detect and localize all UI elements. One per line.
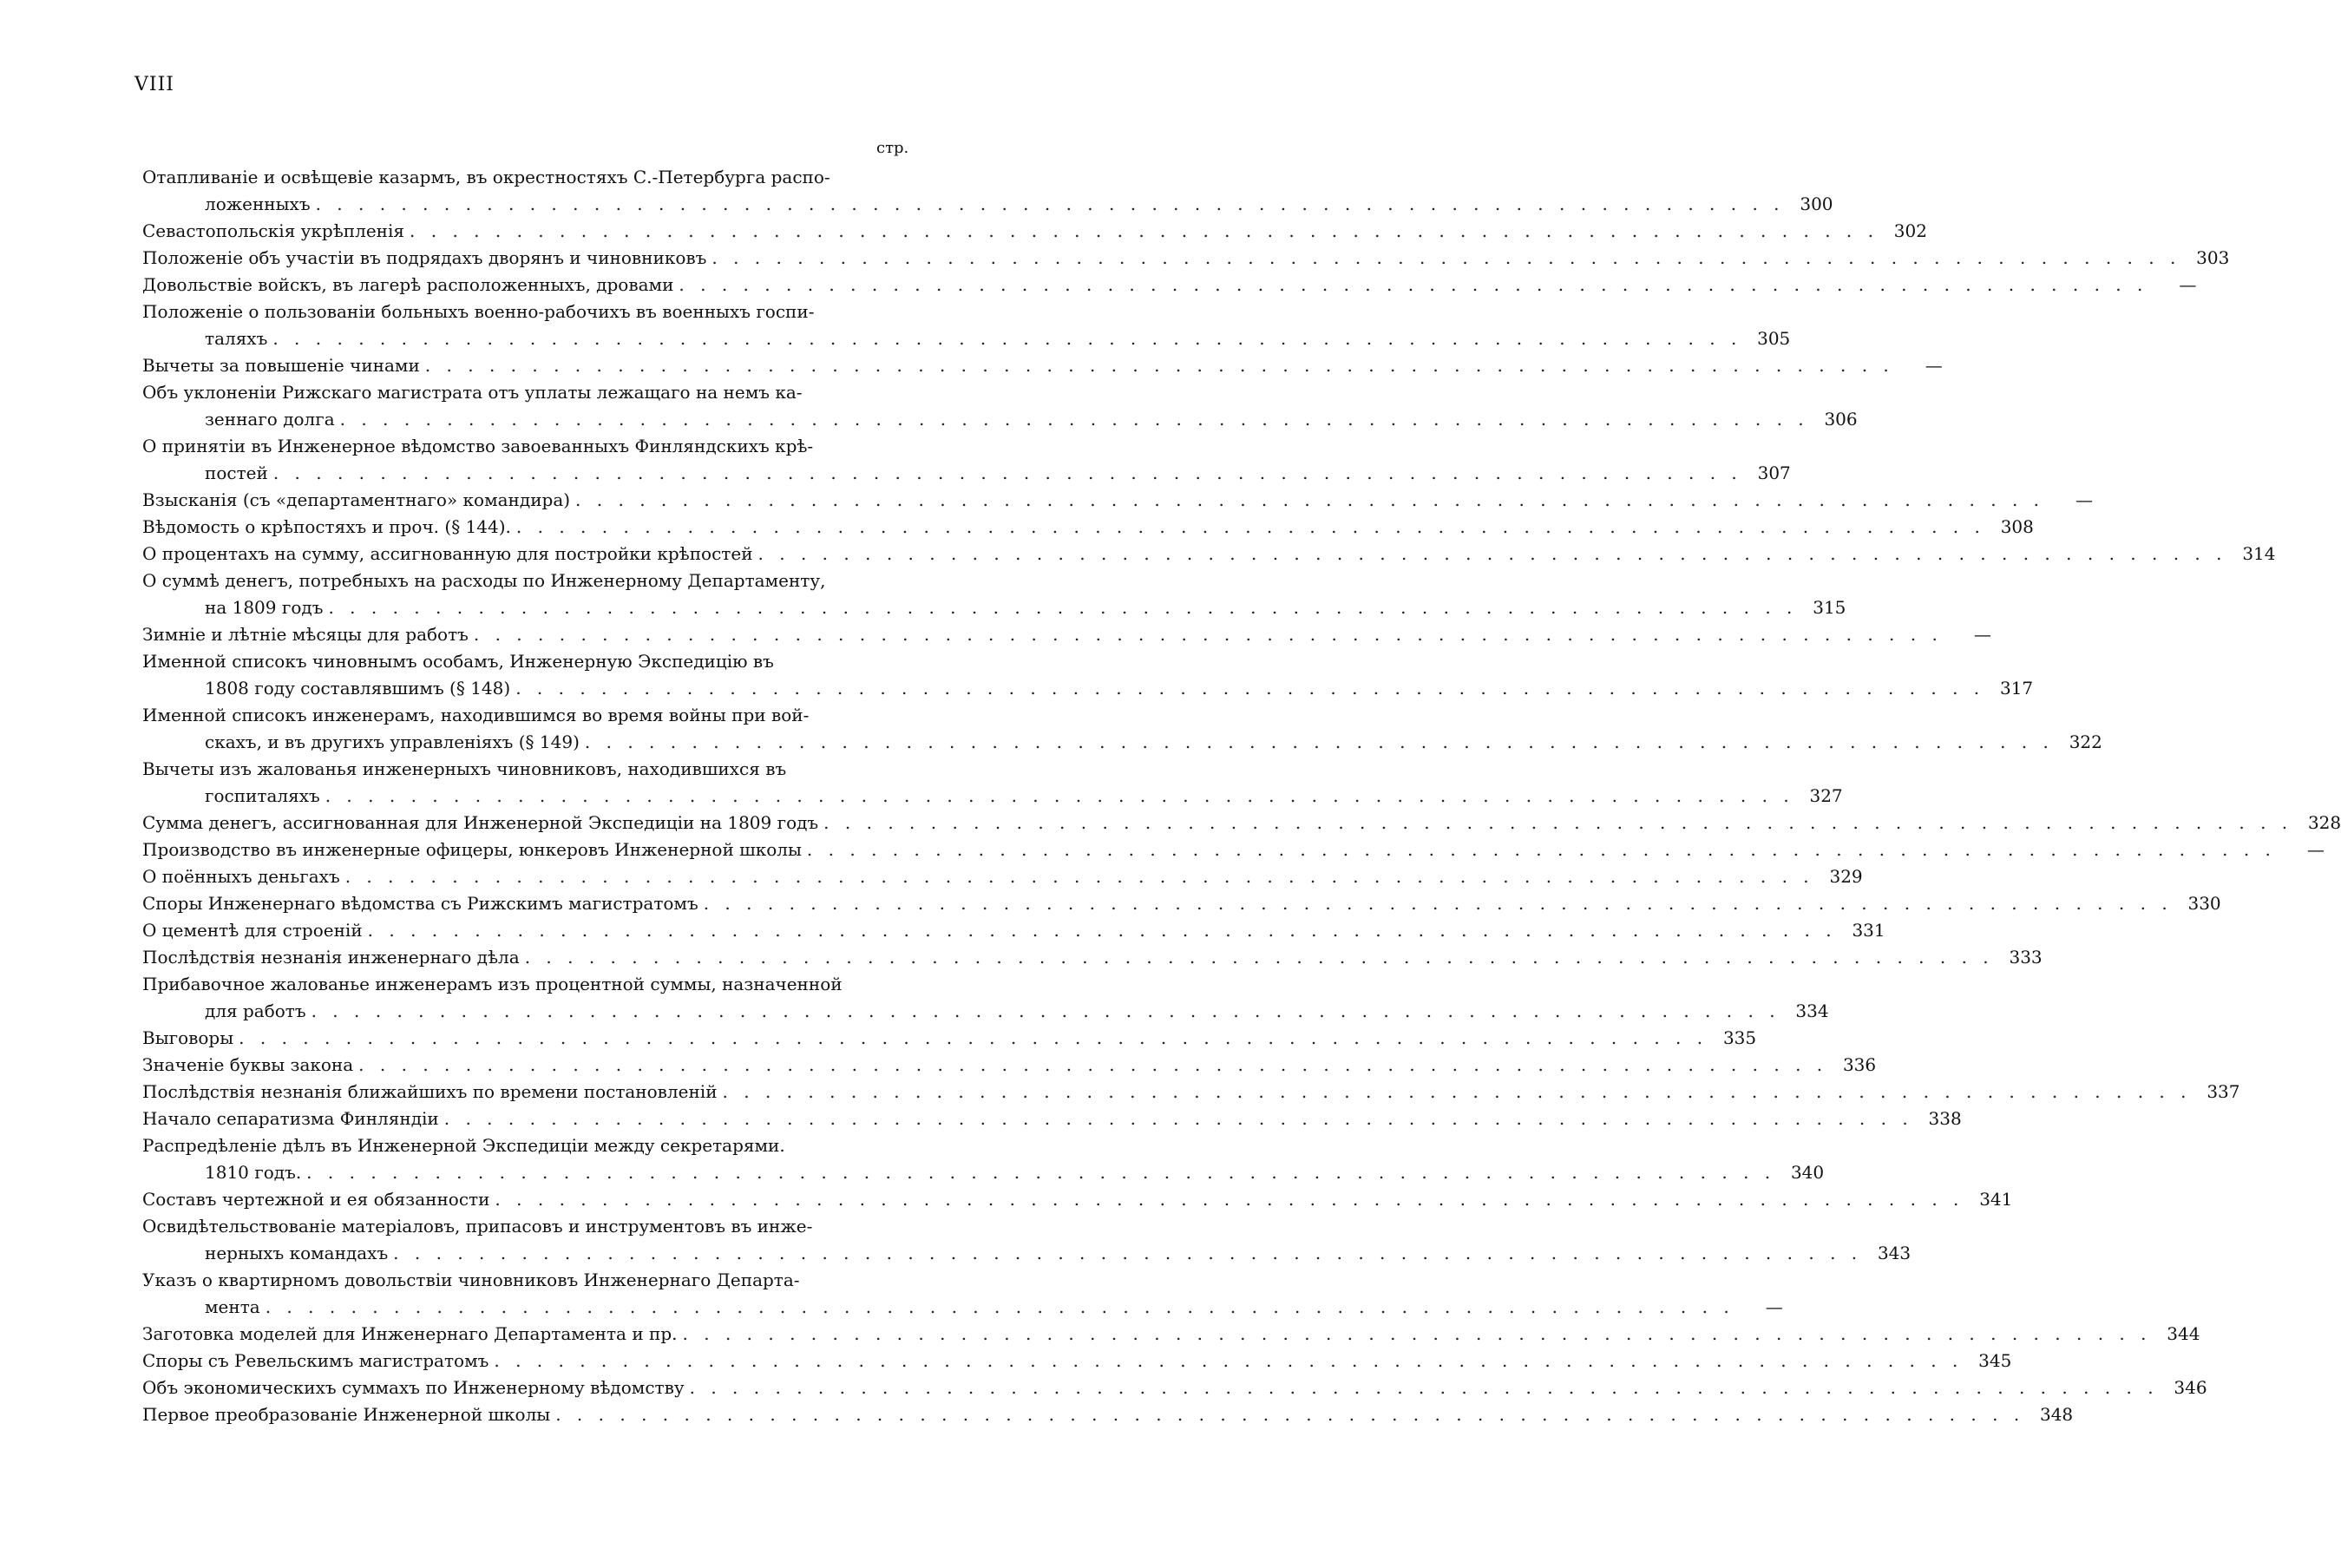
toc-page-number: 344 bbox=[2167, 1323, 2200, 1344]
toc-entry-line bbox=[142, 325, 1791, 352]
toc-page-number: 302 bbox=[1893, 220, 1927, 241]
toc-entry-line bbox=[142, 729, 2102, 756]
toc-entry-title: Взысканія (съ «департаментнаго» командира) bbox=[142, 489, 571, 510]
dot-leader bbox=[723, 1079, 2192, 1105]
dot-leader bbox=[704, 890, 2173, 917]
dot-leader bbox=[585, 729, 2054, 756]
dot-leader bbox=[679, 272, 2148, 299]
toc-entry-line bbox=[142, 460, 1791, 487]
dot-leader bbox=[340, 406, 1809, 433]
toc-page-number: — bbox=[1765, 1296, 1783, 1317]
toc-entry-line bbox=[142, 810, 2341, 836]
toc-entry-title: Сумма денегъ, ассигнованная для Инженерной Экспедиціи на 1809 годъ bbox=[142, 812, 819, 833]
toc-entry-title: таляхъ bbox=[205, 328, 268, 349]
toc-entry-title: Зимніе и лѣтніе мѣсяцы для работъ bbox=[142, 624, 469, 645]
toc-entry-line bbox=[142, 1079, 2240, 1105]
toc-entry-line bbox=[142, 433, 923, 460]
toc-entry-line bbox=[142, 487, 2094, 514]
toc-entry-title: Производство въ инженерные офицеры, юнкеровъ Инженерной школы bbox=[142, 839, 802, 860]
toc-page-number: 303 bbox=[2196, 247, 2230, 268]
toc-entry bbox=[142, 971, 1829, 1025]
toc-entry-line bbox=[142, 675, 2034, 702]
dot-leader bbox=[266, 1294, 1734, 1321]
toc-entry-title: Севастопольскія укрѣпленія bbox=[142, 220, 405, 241]
dot-leader bbox=[807, 836, 2276, 863]
toc-entry bbox=[142, 917, 1885, 944]
toc-entry-line bbox=[142, 944, 2043, 971]
toc-page-number: 345 bbox=[1978, 1350, 2012, 1371]
toc-entry-line bbox=[142, 1186, 2013, 1213]
toc-entry-title: Вычеты за повышеніе чинами bbox=[142, 355, 420, 376]
dot-leader bbox=[273, 460, 1742, 487]
toc-entry-title: зеннаго долга bbox=[205, 409, 335, 430]
toc-entry bbox=[142, 514, 2034, 541]
toc-page-number: 314 bbox=[2242, 543, 2276, 564]
dot-leader bbox=[474, 621, 1943, 648]
toc-entry-line bbox=[142, 1267, 923, 1294]
toc-entry bbox=[142, 487, 2094, 514]
dot-leader bbox=[690, 1374, 2159, 1401]
toc-entry-title: на 1809 годъ bbox=[205, 597, 324, 618]
toc-entry-line bbox=[142, 1240, 1911, 1267]
toc-entry-title: Довольствіе войскъ, въ лагерѣ расположенныхъ, дровами bbox=[142, 274, 674, 295]
toc-page-number: 340 bbox=[1790, 1162, 1825, 1183]
toc-entry bbox=[142, 1105, 1962, 1132]
toc-entry-line bbox=[142, 1213, 923, 1240]
toc-entry-title: Начало сепаратизма Финляндіи bbox=[142, 1108, 439, 1129]
dot-leader bbox=[328, 594, 1797, 621]
toc-page-number: 331 bbox=[1852, 920, 1885, 941]
toc-entry-title: для работъ bbox=[205, 1001, 306, 1021]
toc-entry-line bbox=[142, 514, 2034, 541]
toc-entry-title: Споры съ Ревельскимъ магистратомъ bbox=[142, 1350, 489, 1371]
toc-entry-title: Прибавочное жалованье инженерамъ изъ процентной суммы, назначенной bbox=[142, 974, 843, 994]
toc-entry-line bbox=[142, 917, 1885, 944]
toc-page-number: — bbox=[2306, 839, 2325, 860]
toc-page-number: 307 bbox=[1757, 463, 1791, 483]
dot-leader bbox=[358, 1052, 1827, 1079]
toc-entry bbox=[142, 1079, 2240, 1105]
toc-entry-line bbox=[142, 863, 1863, 890]
toc-entry bbox=[142, 810, 2341, 836]
dot-leader bbox=[239, 1025, 1708, 1052]
toc-entry-title: Споры Инженернаго вѣдомства съ Рижскимъ магистратомъ bbox=[142, 893, 698, 914]
toc-page-number: 336 bbox=[1842, 1054, 1877, 1075]
toc-entry-title: Вѣдомость о крѣпостяхъ и проч. (§ 144). bbox=[142, 516, 511, 537]
toc-page-number: 328 bbox=[2307, 812, 2341, 833]
toc-page-number: 300 bbox=[1800, 194, 1833, 214]
toc-entry-line bbox=[142, 567, 923, 594]
toc-entry-line bbox=[142, 299, 923, 325]
toc-entry-line bbox=[142, 245, 2230, 272]
toc-entry-line bbox=[142, 1052, 1877, 1079]
toc-entry bbox=[142, 1213, 1911, 1267]
toc-entry bbox=[142, 1132, 1825, 1186]
toc-entry-title: Послѣдствія незнанія ближайшихъ по времени постановленій bbox=[142, 1081, 718, 1102]
toc-entry bbox=[142, 567, 1846, 621]
toc-entry-line bbox=[142, 1025, 1757, 1052]
toc-entry-title: Вычеты изъ жалованья инженерныхъ чиновниковъ, находившихся въ bbox=[142, 758, 787, 779]
toc-entry-line bbox=[142, 836, 2325, 863]
dot-leader bbox=[425, 352, 1894, 379]
dot-leader bbox=[316, 191, 1785, 218]
toc-entry-line bbox=[142, 1321, 2200, 1348]
toc-entry-title: Положеніе объ участіи въ подрядахъ дворянъ и чиновниковъ bbox=[142, 247, 707, 268]
toc-entry-line bbox=[142, 648, 923, 675]
dot-leader bbox=[711, 245, 2180, 272]
toc-entry bbox=[142, 1321, 2200, 1348]
toc-entry-title: Положеніе о пользованіи больныхъ военно-рабочихъ въ военныхъ госпи- bbox=[142, 301, 815, 322]
dot-leader bbox=[555, 1401, 2024, 1428]
toc-entry bbox=[142, 352, 1943, 379]
toc-entry bbox=[142, 1025, 1757, 1052]
toc-entry bbox=[142, 379, 1858, 433]
toc-page-number: 308 bbox=[2000, 516, 2034, 537]
toc-entry-title: Выговоры bbox=[142, 1027, 234, 1048]
toc-entry-line bbox=[142, 1294, 1783, 1321]
toc-entry-title: мента bbox=[205, 1296, 260, 1317]
toc-entry bbox=[142, 621, 1991, 648]
toc-entry-line bbox=[142, 218, 1927, 245]
toc-entry-title: Распредѣленіе дѣлъ въ Инженерной Экспедиціи между секретарями. bbox=[142, 1135, 785, 1156]
toc-entry-title: Указъ о квартирномъ довольствіи чиновниковъ Инженернаго Департа- bbox=[142, 1269, 800, 1290]
toc-entry bbox=[142, 702, 2102, 756]
toc-page-number: 317 bbox=[1999, 678, 2034, 699]
toc-entry-title: Именной списокъ инженерамъ, находившимся во время войны при вой- bbox=[142, 705, 810, 725]
toc-page-number: 315 bbox=[1813, 597, 1846, 618]
dot-leader bbox=[393, 1240, 1862, 1267]
toc-entry-title: Значеніе буквы закона bbox=[142, 1054, 354, 1075]
dot-leader bbox=[368, 917, 1837, 944]
toc-page-number: 306 bbox=[1824, 409, 1858, 430]
toc-entry bbox=[142, 648, 2034, 702]
toc-entry-title: нерныхъ командахъ bbox=[205, 1243, 389, 1263]
toc-page-number: 338 bbox=[1928, 1108, 1962, 1129]
toc-entry-title: О процентахъ на сумму, ассигнованную для постройки крѣпостей bbox=[142, 543, 753, 564]
toc-page-number: 334 bbox=[1795, 1001, 1829, 1021]
toc-entry bbox=[142, 836, 2325, 863]
dot-leader bbox=[325, 783, 1794, 810]
toc-entry-line bbox=[142, 1401, 2074, 1428]
toc-entry bbox=[142, 164, 1833, 218]
toc-page-number: 341 bbox=[1979, 1189, 2013, 1210]
toc-entry-line bbox=[142, 890, 2221, 917]
toc-entry-line bbox=[142, 971, 923, 998]
toc-entry-title: госпиталяхъ bbox=[205, 785, 320, 806]
dot-leader bbox=[494, 1348, 1963, 1374]
toc-entry-title: Послѣдствія незнанія инженернаго дѣла bbox=[142, 947, 520, 968]
toc-entry-title: Объ экономическихъ суммахъ по Инженерному вѣдомству bbox=[142, 1377, 685, 1398]
toc-entry bbox=[142, 1186, 2013, 1213]
toc-entry-line bbox=[142, 621, 1991, 648]
toc-entry bbox=[142, 541, 2276, 567]
toc-entry bbox=[142, 272, 2197, 299]
toc-entry-title: Отапливаніе и освѣщевіе казармъ, въ окрестностяхъ С.-Петербурга распо- bbox=[142, 167, 830, 187]
toc-page-number: 329 bbox=[1829, 866, 1863, 887]
toc-entry-title: О суммѣ денегъ, потребныхъ на расходы по Инженерному Департаменту, bbox=[142, 570, 826, 591]
toc-entry bbox=[142, 245, 2230, 272]
toc-entry-line bbox=[142, 594, 1846, 621]
toc-entry-title: постей bbox=[205, 463, 268, 483]
dot-leader bbox=[525, 944, 1994, 971]
toc-entry-title: Составъ чертежной и ея обязанности bbox=[142, 1189, 490, 1210]
dot-leader bbox=[345, 863, 1814, 890]
toc-entry-title: Заготовка моделей для Инженернаго Департамента и пр. bbox=[142, 1323, 678, 1344]
toc-page-number: — bbox=[2075, 489, 2094, 510]
dot-leader bbox=[311, 998, 1780, 1025]
toc-entry-line bbox=[142, 272, 2197, 299]
toc-entry-title: Объ уклоненіи Рижскаго магистрата отъ уплаты лежащаго на немъ ка- bbox=[142, 382, 803, 403]
dot-leader bbox=[272, 325, 1741, 352]
dot-leader bbox=[575, 487, 2044, 514]
toc-entry-line bbox=[142, 702, 923, 729]
toc-entry-line bbox=[142, 1348, 2012, 1374]
toc-entry-line bbox=[142, 352, 1943, 379]
toc-entry-line bbox=[142, 191, 1833, 218]
toc-entry bbox=[142, 890, 2221, 917]
toc-entry-title: скахъ, и въ другихъ управленіяхъ (§ 149) bbox=[205, 732, 580, 752]
toc-entry-line bbox=[142, 756, 923, 783]
toc-page-number: 346 bbox=[2174, 1377, 2207, 1398]
table-of-contents bbox=[142, 164, 2341, 1428]
dot-leader bbox=[444, 1105, 1913, 1132]
toc-page-number: 305 bbox=[1757, 328, 1791, 349]
toc-page-number: 330 bbox=[2187, 893, 2221, 914]
toc-page-number: 327 bbox=[1809, 785, 1843, 806]
dot-leader bbox=[516, 514, 1985, 541]
dot-leader bbox=[823, 810, 2292, 836]
page-column-label: стр. bbox=[876, 139, 909, 157]
toc-entry-line bbox=[142, 783, 1843, 810]
toc-entry-line bbox=[142, 379, 923, 406]
toc-entry-title: ложенныхъ bbox=[205, 194, 311, 214]
toc-entry bbox=[142, 433, 1791, 487]
dot-leader bbox=[306, 1159, 1775, 1186]
toc-entry bbox=[142, 299, 1791, 352]
toc-page-number: 337 bbox=[2207, 1081, 2240, 1102]
dot-leader bbox=[410, 218, 1879, 245]
toc-entry bbox=[142, 1348, 2012, 1374]
toc-entry bbox=[142, 944, 2043, 971]
toc-entry-title: О принятіи въ Инженерное вѣдомство завоеванныхъ Финляндскихъ крѣ- bbox=[142, 436, 814, 456]
toc-page-number: 333 bbox=[2009, 947, 2043, 968]
toc-entry-title: О цементѣ для строеній bbox=[142, 920, 363, 941]
toc-entry-line bbox=[142, 1374, 2207, 1401]
toc-entry-title: Именной списокъ чиновнымъ особамъ, Инженерную Экспедицію въ bbox=[142, 651, 774, 672]
toc-entry-line bbox=[142, 1105, 1962, 1132]
toc-entry-line bbox=[142, 406, 1858, 433]
page-number: VIII bbox=[134, 74, 174, 95]
toc-entry bbox=[142, 756, 1843, 810]
toc-page-number: — bbox=[1973, 624, 1991, 645]
toc-entry bbox=[142, 1267, 1783, 1321]
toc-page-number: — bbox=[1925, 355, 1943, 376]
toc-entry-title: 1808 году составлявшимъ (§ 148) bbox=[205, 678, 511, 699]
toc-page-number: — bbox=[2179, 274, 2197, 295]
toc-entry-line bbox=[142, 1159, 1825, 1186]
toc-entry bbox=[142, 218, 1927, 245]
toc-page-number: 348 bbox=[2039, 1404, 2074, 1425]
toc-page-number: 322 bbox=[2069, 732, 2102, 752]
toc-entry-title: 1810 годъ. bbox=[205, 1162, 302, 1183]
toc-entry-title: Освидѣтельствованіе матеріаловъ, припасовъ и инструментовъ въ инже- bbox=[142, 1216, 813, 1237]
dot-leader bbox=[515, 675, 1984, 702]
dot-leader bbox=[495, 1186, 1964, 1213]
toc-entry bbox=[142, 1052, 1877, 1079]
toc-entry-line bbox=[142, 998, 1829, 1025]
dot-leader bbox=[758, 541, 2227, 567]
dot-leader bbox=[683, 1321, 2152, 1348]
toc-entry bbox=[142, 1374, 2207, 1401]
toc-entry-line bbox=[142, 541, 2276, 567]
toc-entry-line bbox=[142, 1132, 923, 1159]
toc-page-number: 335 bbox=[1722, 1027, 1757, 1048]
toc-entry-title: О поённыхъ деньгахъ bbox=[142, 866, 340, 887]
toc-page-number: 343 bbox=[1877, 1243, 1911, 1263]
toc-entry bbox=[142, 863, 1863, 890]
toc-entry-line bbox=[142, 164, 923, 191]
toc-entry bbox=[142, 1401, 2074, 1428]
toc-entry-title: Первое преобразованіе Инженерной школы bbox=[142, 1404, 551, 1425]
